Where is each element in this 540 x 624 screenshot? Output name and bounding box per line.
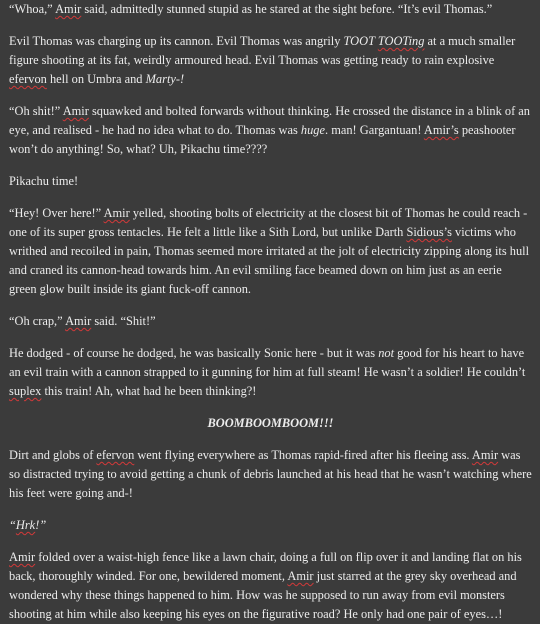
spellcheck-word: Amir’s (423, 123, 459, 137)
paragraph-11: Amir folded over a waist-high fence like a lawn chair, doing a full on flip over it and landing flat on his back, thoroughly winded. For one, bewildered moment, Amir just starred at the grey sky overhead and wondered why these things happened to him. How was he supposed to run away from evil monsters shooting at him while also keeping his eyes on the figurative road? He only had one pair of eyes…! (9, 550, 522, 621)
spellcheck-word: Sidious’s (406, 225, 452, 239)
spellcheck-word: Amir (9, 550, 36, 564)
italic-text: huge (300, 123, 325, 137)
spellcheck-word: TOOTing (377, 34, 425, 48)
paragraph-6: “Oh crap,” Amir said. “Shit!” (9, 314, 156, 328)
spellcheck-word: Amir (65, 314, 92, 328)
paragraph-2: Evil Thomas was charging up its cannon. Evil Thomas was angrily TOOT TOOTing at a much smaller figure shooting at its fat, weirdly armoured head. Evil Thomas was getting ready to rain explosive efervon hell on Umbra and Marty-! (9, 34, 516, 86)
italic-text: not (378, 346, 395, 360)
paragraph-10: “Hrk!” (9, 518, 47, 532)
paragraph-1: “Whoa,” Amir said, admittedly stunned stupid as he stared at the sight before. “It’s evil Thomas.” (9, 2, 493, 16)
paragraph-3: “Oh shit!” Amir squawked and bolted forwards without thinking. He crossed the distance in a blink of an eye, and realised - he had no idea what to do. Thomas was huge. man! Gargantuan! Amir’s peashooter won’t do anything! So, what? Uh, Pikachu time???? (9, 104, 530, 156)
paragraph-5: “Hey! Over here!” Amir yelled, shooting bolts of electricity at the closest bit of Thomas he could reach - one of its super gross tentacles. He felt a little like a Sith Lord, but unlike Darth Sidious’s victims who writhed and recoiled in pain, Thomas seemed more irritated at the jolt of electricity zipping along its hull and craned its cannon-head towards him. An evil smiling face beamed down on him just as an eerie green glow built inside its giant fuck-off cannon. (9, 206, 530, 296)
spellcheck-word: Amir (103, 206, 130, 220)
spellcheck-word: suplex (9, 384, 42, 398)
spellcheck-word: efervon (9, 72, 47, 86)
italic-text: TOOT (343, 34, 378, 48)
spellcheck-word: Hrk (15, 518, 36, 532)
spellcheck-word: Amir (62, 104, 89, 118)
spellcheck-word: Amir (55, 2, 82, 16)
paragraph-7: He dodged - of course he dodged, he was basically Sonic here - but it was not good for his heart to have an evil train with a cannon strapped to it gunning for him at full steam! He wasn’t a soldier! He couldn’t suplex this train! Ah, what had he been thinking?! (9, 346, 526, 398)
spellcheck-word: efervon (96, 448, 135, 462)
paragraph-4: Pikachu time! (9, 174, 79, 188)
spellcheck-word: Amir (287, 569, 314, 583)
spellcheck-word: Amir (471, 448, 499, 462)
italic-text: Marty-! (145, 72, 185, 86)
paragraph-9: Dirt and globs of efervon went flying everywhere as Thomas rapid-fired after his fleeing ass. Amir was so distracted trying to avoid getting a chunk of debris launched at his head that he wasn’t watching where his feet were going and-! (9, 448, 532, 500)
paragraph-8-sound-effect: BOOMBOOMBOOM!!! (207, 416, 334, 430)
